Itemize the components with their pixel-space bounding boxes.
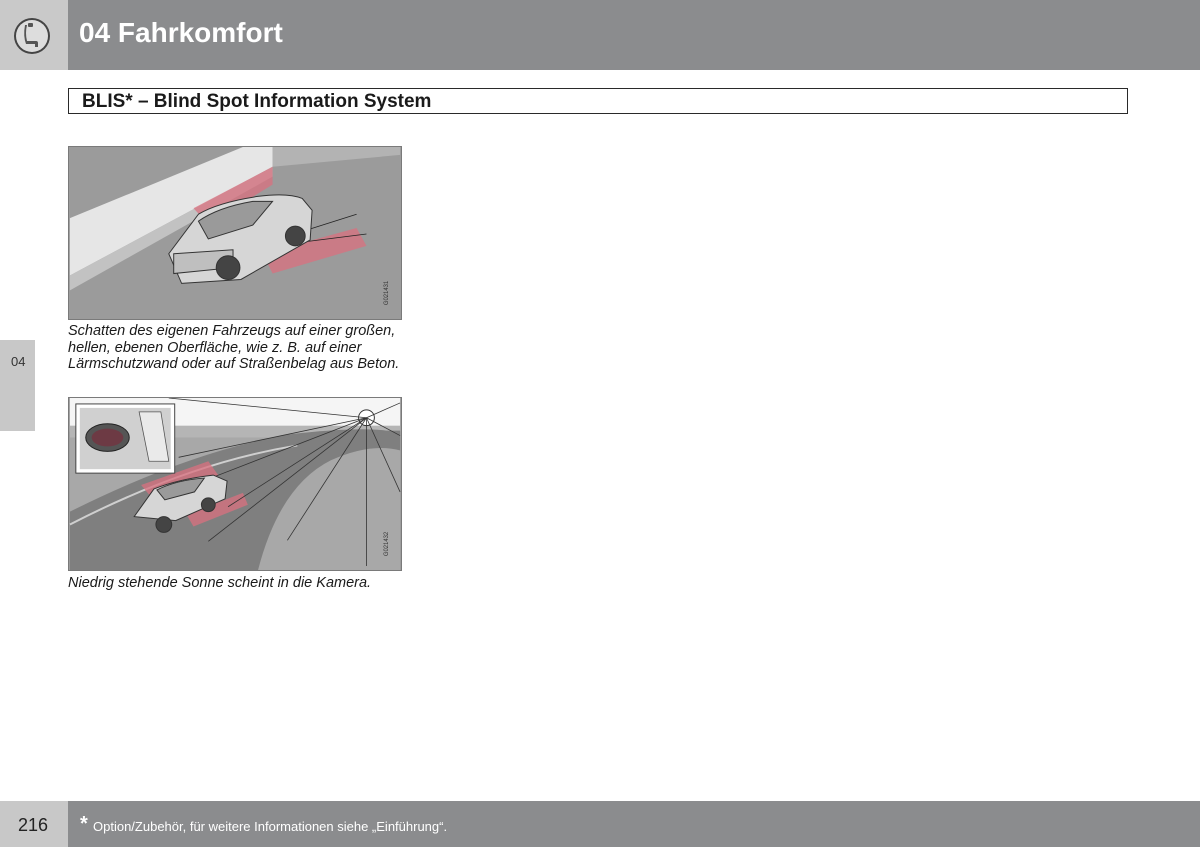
figure-car-shadow	[68, 146, 402, 320]
page-number-box	[0, 801, 68, 847]
footer-bar	[68, 801, 1200, 847]
page-number: 216	[18, 815, 49, 835]
chapter-icon-box	[0, 0, 68, 70]
figure-caption: Schatten des eigenen Fahrzeugs auf einer großen, hellen, ebenen Oberfläche, wie z. B. auf einer Lärmschutzwand oder auf Straßenbelag aus Beton.	[68, 323, 400, 372]
chapter-side-tab-label: 04	[11, 354, 26, 369]
svg-text:G021431: G021431	[384, 280, 391, 306]
figure-caption: Niedrig stehende Sonne scheint in die Kamera.	[68, 575, 372, 591]
low-sun-illustration	[69, 398, 401, 570]
car-shadow-illustration	[69, 147, 401, 319]
section-heading-box	[68, 88, 1128, 114]
svg-text:G021432: G021432	[384, 531, 391, 557]
seat-icon	[13, 17, 51, 55]
chapter-title: 04 Fahrkomfort	[79, 17, 283, 48]
footnote-star: *	[80, 813, 88, 835]
chapter-header	[68, 0, 1200, 70]
section-title: BLIS* – Blind Spot Information System	[82, 91, 432, 112]
chapter-side-tab	[0, 340, 35, 431]
figure-low-sun	[68, 397, 402, 571]
footnote-text: Option/Zubehör, für weitere Informationen siehe „Einführung“.	[93, 819, 448, 834]
